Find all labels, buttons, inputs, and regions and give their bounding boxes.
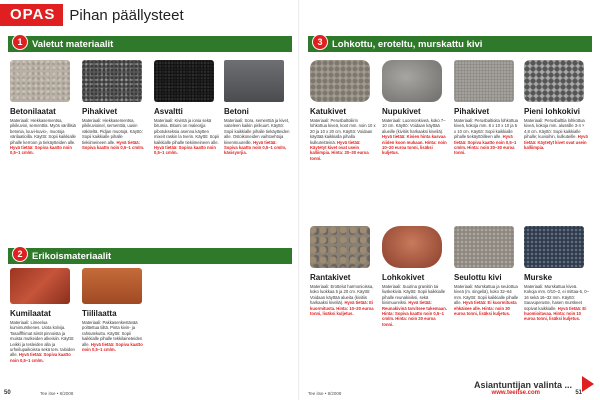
material-title: Nupukivet (382, 107, 421, 116)
material-item (382, 226, 448, 327)
material-item (454, 226, 520, 316)
material-image (382, 226, 442, 268)
material-text: Materiaali: Pakkasenkestävää polttettua tiiltä. Pinta kivin- ja rahsutekuttu. Käyttö: Sopii kaikkialle pihalle tekkilaineteiden alle. (82, 320, 143, 347)
material-tip: Hyvä tietää: Sopiva kaatto noin 0,5–1 cm/m, käsisyorjia. (224, 139, 287, 156)
material-image (382, 60, 442, 102)
section-title: Lohkottu, eroteltu, murskattu kivi (332, 38, 483, 50)
material-title: Pihakivet (82, 107, 118, 116)
material-title: Murske (524, 273, 553, 282)
material-title: Pihakivet (454, 107, 490, 116)
page-number: 50 (4, 390, 11, 396)
magazine-issue: Tee itse • 8/2008 (40, 391, 74, 396)
material-title: Katukivet (310, 107, 347, 116)
material-image (10, 60, 70, 102)
section-number: 3 (312, 34, 328, 50)
material-item (382, 60, 448, 156)
material-tip: Hyvä tietää: Sopiva kaatto noin 0,5–1 cm/m. (154, 145, 216, 156)
material-text: Materiaali: Erottelut harmonioissa, koko luokkaa 5 ja 20 cm. Käyttö: Voidaan käyttää alueita (kivitiis harkaaksi kiveliä). (310, 284, 374, 306)
material-title: Betoni (224, 107, 249, 116)
material-item (10, 60, 76, 156)
website-link[interactable]: www.teeitse.com (491, 390, 540, 396)
material-item (310, 60, 376, 161)
section-title: Valetut materiaalit (32, 38, 114, 50)
material-text: Materiaali: Kivistä ja ionia sekä bitumia. Bitumi on maleorjja pibotukseksia asenna käytten mixeit raskin la tverin. Käyttö: Sopii kaikkialle pihalle tiekiimeineen alle. (154, 118, 219, 145)
material-title: Pieni lohkokivi (524, 107, 581, 116)
material-title: Asvaltti (154, 107, 183, 116)
guide-title: Pihan päällysteet (69, 6, 184, 24)
next-page-teaser[interactable]: Asiantuntijan valinta ... (473, 380, 572, 390)
arrow-right-icon[interactable] (582, 376, 594, 392)
material-tip: Hyvä tietää: Kivien hinta kasvaa niiden koon mukaan. Hinta: noin 10–20 euroa tonni, lisäksi kuljetus. (382, 134, 447, 156)
material-image (224, 60, 284, 102)
material-tip: Hyvä tietää: Käytetyt kivet ovat usein kalliimpia. Hinta: 20–30 euroa tonni. (310, 139, 369, 161)
material-item (82, 60, 148, 150)
section-number: 1 (12, 34, 28, 50)
material-text: Materiaali: Sora, sementtiä ja kivet, vaiteleen kaikin pirikuurt. Käyttö: Sopii kaikkialle pihalle tiekäytteiden alle. Ostoikoneiden vaihtoehtoja kivenmuureille. (224, 118, 290, 145)
material-item (224, 60, 290, 156)
material-tip: Hyvä tietää: Ei huomioitavaa. Hinta: noin 10 euroa tonni, lisäksi kuljetus. (524, 305, 587, 322)
material-text: Materiaali: Perusbaltioita lohkottua kiveä, kokoja mm. 8 x 10 x 10 ja 5 x 10 cm. Käyttö: Sopii kaikkialle pihalle tiekäyttöilleen alle. (454, 118, 519, 140)
section-1-bar (8, 36, 292, 52)
material-image (454, 226, 514, 268)
material-text: Materiaali: Murskattua kiveä. Kokoja mm. 0/10–2, ei mittaa-5, 0–16 sekä 16–32 mm. Käyttö: Sauvuperuste, hasen murskeet sopivat kaikkialle. (524, 284, 589, 311)
material-tip: Hyvä tietää: Ei kuormitusta ehkäisee alle. Hinta: noin 30 euroa tonni, lisäksi kuljetus. (454, 300, 517, 317)
material-title: Tiililaatta (82, 309, 117, 318)
material-text: Materiaali: Luonnonkiveä, koko 7–10 cm. Käyttö: Voidaan käyttää alueille (kivitiis harkaaksi kiveliä). (382, 118, 446, 134)
page-number: 51 (575, 390, 582, 396)
material-tip: Hyvä tietää: Sopiva kaatto noin 0,5–1 cm/m. (82, 341, 143, 353)
material-item (154, 60, 220, 156)
material-item (524, 226, 590, 322)
material-image (154, 60, 214, 102)
guide-header (0, 4, 300, 26)
section-number: 2 (12, 246, 28, 262)
material-text: Materiaali: Hiekkasementsa, pikikuvioinel, sementtiä, uusin väkiteltä. Pidjan muotojä. Käyttö: Sopii kaikkialle pihalle tiekiimeineen alle. (82, 118, 143, 145)
material-item (524, 60, 590, 150)
material-image (310, 60, 370, 102)
material-image (82, 60, 142, 102)
material-text: Materiaali: Perusbaltoliirin lohkottua kiveä, koot mm. noin 10 x 20 ja 10 x 20 cm. Käyttö: Voidaan käyttää kaikkialla pihalla kulkureitteinä. (310, 118, 376, 145)
material-text: Materiaali: Limeelua kumimurskenes. Uiota kolvija. Tasaiffhimat siistit pinnoista ja muista mutkeiden alkeisiin. Käyttö: Leikki ja tesleiden alla ja urheilupaikoissa sekä terv. taloiden alle. (10, 320, 75, 358)
section-2-bar (8, 248, 292, 264)
material-item (454, 60, 520, 156)
material-text: Materiaali: Murskattua ja seulottua kiveä (m. singeliä), koko 32–64 mm. Käyttö: Sopii kaikkialle pihalle alle. (454, 284, 519, 306)
material-title: Seulottu kivi (454, 273, 502, 282)
right-page (300, 0, 600, 400)
material-tip: Hyvä tietää: Sopiva kaatto noin 0,5–1 cm/m. (10, 352, 71, 363)
material-image (524, 226, 584, 268)
material-image (10, 268, 70, 304)
material-title: Lohkokivet (382, 273, 425, 282)
section-title: Erikoismateriaalit (32, 250, 112, 262)
material-item (310, 226, 376, 316)
material-image (310, 226, 370, 268)
material-image (524, 60, 584, 102)
material-image (454, 60, 514, 102)
material-text: Materiaali: Suurina graniitin tai liuskekiviä. Käyttö: Sopii kaikkialle pihalle reunakiviksi, sekä kivimuureiksi. (382, 284, 446, 306)
material-tip: Hyvä tietää: Reunakivinä tarvitsee tukemaan. Hinta: Sopiva kaatto noin 0,5–1 cm/m. Hinta: noin 20 euroa tonni. (382, 300, 447, 327)
material-title: Kumilaatat (10, 309, 51, 318)
material-title: Betonilaatat (10, 107, 56, 116)
material-tip: Hyvä tietää: Sopiva kaatto noin 0,5–1 cm/m. (10, 145, 72, 156)
material-title: Rantakivet (310, 273, 351, 282)
material-item (10, 268, 76, 363)
material-text: Materiaali: Hiekkasementsa, pikikuvioi, sementtiä. Myös värillisiä betonia, luuvi-kuvio-, muotoja värilaatioilla. Käyttö: Sopii kaikkialle pihalle kerroon ja tiekäytteiden alle. (10, 118, 76, 145)
section-3-bar (308, 36, 592, 52)
material-tip: Hyvä tietää: Sopiva kaatto noin 0,5–1 cm/m. Hinta: noin 20–30 euroa tonni. (454, 134, 517, 156)
material-tip: Hyvä tietää: Sopiva kaatto noin 0,5–1 cm/m. (82, 139, 145, 151)
material-item (82, 268, 148, 352)
material-tip: Hyvä tietää: Ei kuormitusta. Hinta: 10–20 euroa tonni, lisäksi kuljetus. (310, 300, 374, 317)
material-image (82, 268, 142, 304)
material-tip: Hyvä tietää: Käytetyt kivet ovat usein kalliimpia. (524, 134, 588, 151)
magazine-issue: Tee itse • 8/2008 (308, 391, 342, 396)
guide-tag: OPAS (0, 4, 63, 26)
material-text: Materiaali: Perusbalttia lohkottua kiveä, kokoja mm. alussille 3-4 × 4,8 cm. Käyttö: Sopii kaikkialle pihalle; kuvioihin, kulkuteille. (524, 118, 585, 140)
